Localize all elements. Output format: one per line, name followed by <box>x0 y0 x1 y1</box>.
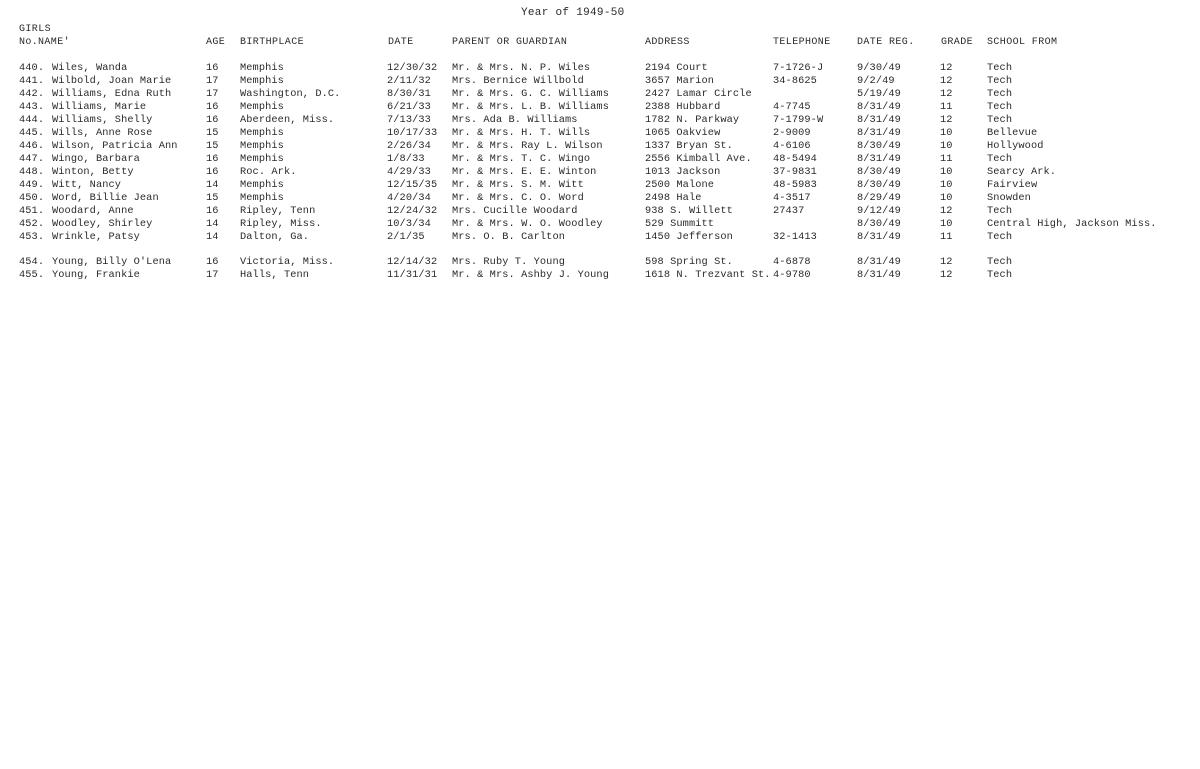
date-registered-cell: 8/29/49 <box>857 192 901 204</box>
table-row <box>0 114 1200 127</box>
table-row <box>0 101 1200 114</box>
address-cell: 598 Spring St. <box>645 256 733 268</box>
table-row <box>0 205 1200 218</box>
school-from-cell: Tech <box>987 153 1013 165</box>
row-number: 444. <box>19 114 45 126</box>
column-header-age: AGE <box>206 37 226 48</box>
school-from-cell: Tech <box>987 62 1013 74</box>
parent-guardian-cell: Mrs. Bernice Willbold <box>452 75 584 87</box>
school-from-cell: Hollywood <box>987 140 1044 152</box>
birth-date-cell: 4/29/33 <box>387 166 431 178</box>
age-cell: 16 <box>206 205 219 217</box>
row-number: 447. <box>19 153 45 165</box>
date-registered-cell: 8/31/49 <box>857 153 901 165</box>
age-cell: 14 <box>206 218 219 230</box>
age-cell: 15 <box>206 127 219 139</box>
parent-guardian-cell: Mrs. Ruby T. Young <box>452 256 566 268</box>
parent-guardian-cell: Mr. & Mrs. W. O. Woodley <box>452 218 603 230</box>
student-name: Williams, Marie <box>52 101 147 113</box>
section-label: GIRLS <box>19 24 52 35</box>
student-name: Wilbold, Joan Marie <box>52 75 172 87</box>
row-number: 440. <box>19 62 45 74</box>
address-cell: 1337 Bryan St. <box>645 140 733 152</box>
birth-date-cell: 2/26/34 <box>387 140 431 152</box>
grade-cell: 10 <box>940 166 953 178</box>
address-cell: 2388 Hubbard <box>645 101 721 113</box>
parent-guardian-cell: Mr. & Mrs. E. E. Winton <box>452 166 597 178</box>
school-from-cell: Tech <box>987 256 1013 268</box>
telephone-cell: 34-8625 <box>773 75 817 87</box>
table-row <box>0 179 1200 192</box>
table-row <box>0 127 1200 140</box>
column-header-telephone: TELEPHONE <box>773 37 831 48</box>
table-row <box>0 192 1200 205</box>
birth-date-cell: 7/13/33 <box>387 114 431 126</box>
date-registered-cell: 8/30/49 <box>857 218 901 230</box>
column-header-address: ADDRESS <box>645 37 690 48</box>
date-registered-cell: 9/2/49 <box>857 75 895 87</box>
age-cell: 17 <box>206 88 219 100</box>
school-from-cell: Searcy Ark. <box>987 166 1057 178</box>
grade-cell: 11 <box>940 101 953 113</box>
date-registered-cell: 8/31/49 <box>857 127 901 139</box>
row-number: 452. <box>19 218 45 230</box>
row-number: 453. <box>19 231 45 243</box>
birthplace-cell: Victoria, Miss. <box>240 256 335 268</box>
school-from-cell: Central High, Jackson Miss. <box>987 218 1157 230</box>
student-name: Wills, Anne Rose <box>52 127 153 139</box>
age-cell: 16 <box>206 114 219 126</box>
parent-guardian-cell: Mr. & Mrs. S. M. Witt <box>452 179 584 191</box>
column-header-date-reg: DATE REG. <box>857 37 915 48</box>
birth-date-cell: 12/15/35 <box>387 179 438 191</box>
address-cell: 1618 N. Trezvant St. <box>645 269 771 281</box>
telephone-cell: 4-7745 <box>773 101 811 113</box>
address-cell: 3657 Marion <box>645 75 715 87</box>
school-from-cell: Tech <box>987 101 1013 113</box>
grade-cell: 11 <box>940 153 953 165</box>
student-name: Winton, Betty <box>52 166 134 178</box>
birthplace-cell: Halls, Tenn <box>240 269 310 281</box>
school-from-cell: Tech <box>987 88 1013 100</box>
table-row <box>0 256 1200 269</box>
school-from-cell: Tech <box>987 205 1013 217</box>
grade-cell: 10 <box>940 192 953 204</box>
student-name: Williams, Shelly <box>52 114 153 126</box>
grade-cell: 12 <box>940 256 953 268</box>
birthplace-cell: Memphis <box>240 75 284 87</box>
row-number: 451. <box>19 205 45 217</box>
parent-guardian-cell: Mrs. Cucille Woodard <box>452 205 578 217</box>
grade-cell: 10 <box>940 218 953 230</box>
address-cell: 2498 Hale <box>645 192 702 204</box>
school-from-cell: Tech <box>987 269 1013 281</box>
date-registered-cell: 5/19/49 <box>857 88 901 100</box>
birth-date-cell: 8/30/31 <box>387 88 431 100</box>
row-number: 455. <box>19 269 45 281</box>
school-from-cell: Tech <box>987 114 1013 126</box>
column-header-name: NAME' <box>38 37 71 48</box>
birth-date-cell: 10/3/34 <box>387 218 431 230</box>
telephone-cell: 7-1726-J <box>773 62 824 74</box>
row-number: 442. <box>19 88 45 100</box>
grade-cell: 12 <box>940 88 953 100</box>
grade-cell: 11 <box>940 231 953 243</box>
age-cell: 15 <box>206 192 219 204</box>
table-row <box>0 218 1200 231</box>
table-row <box>0 88 1200 101</box>
student-name: Wiles, Wanda <box>52 62 128 74</box>
parent-guardian-cell: Mr. & Mrs. Ray L. Wilson <box>452 140 603 152</box>
table-row <box>0 75 1200 88</box>
student-name: Wilson, Patricia Ann <box>52 140 178 152</box>
parent-guardian-cell: Mr. & Mrs. H. T. Wills <box>452 127 591 139</box>
telephone-cell: 27437 <box>773 205 805 217</box>
address-cell: 938 S. Willett <box>645 205 733 217</box>
birthplace-cell: Roc. Ark. <box>240 166 297 178</box>
age-cell: 17 <box>206 269 219 281</box>
grade-cell: 12 <box>940 205 953 217</box>
parent-guardian-cell: Mr. & Mrs. G. C. Williams <box>452 88 609 100</box>
column-header-birthplace: BIRTHPLACE <box>240 37 305 48</box>
address-cell: 2500 Malone <box>645 179 715 191</box>
telephone-cell: 48-5983 <box>773 179 817 191</box>
telephone-cell: 37-9831 <box>773 166 817 178</box>
date-registered-cell: 8/31/49 <box>857 231 901 243</box>
grade-cell: 12 <box>940 269 953 281</box>
birthplace-cell: Memphis <box>240 127 284 139</box>
birthplace-cell: Dalton, Ga. <box>240 231 310 243</box>
table-row <box>0 166 1200 179</box>
parent-guardian-cell: Mrs. Ada B. Williams <box>452 114 578 126</box>
table-row <box>0 62 1200 75</box>
column-header-no: No. <box>19 37 39 48</box>
telephone-cell: 4-3517 <box>773 192 811 204</box>
parent-guardian-cell: Mrs. O. B. Carlton <box>452 231 566 243</box>
address-cell: 2194 Court <box>645 62 708 74</box>
birthplace-cell: Memphis <box>240 101 284 113</box>
telephone-cell: 4-6878 <box>773 256 811 268</box>
school-from-cell: Bellevue <box>987 127 1038 139</box>
grade-cell: 12 <box>940 114 953 126</box>
birthplace-cell: Ripley, Tenn <box>240 205 316 217</box>
age-cell: 14 <box>206 179 219 191</box>
row-number: 454. <box>19 256 45 268</box>
date-registered-cell: 8/31/49 <box>857 101 901 113</box>
document-year-title: Year of 1949-50 <box>521 7 625 19</box>
grade-cell: 10 <box>940 179 953 191</box>
student-name: Wingo, Barbara <box>52 153 140 165</box>
row-number: 446. <box>19 140 45 152</box>
birth-date-cell: 1/8/33 <box>387 153 425 165</box>
birthplace-cell: Memphis <box>240 140 284 152</box>
telephone-cell: 4-9780 <box>773 269 811 281</box>
birthplace-cell: Memphis <box>240 62 284 74</box>
grade-cell: 12 <box>940 62 953 74</box>
date-registered-cell: 9/12/49 <box>857 205 901 217</box>
telephone-cell: 48-5494 <box>773 153 817 165</box>
date-registered-cell: 8/31/49 <box>857 256 901 268</box>
address-cell: 1065 Oakview <box>645 127 721 139</box>
row-number: 441. <box>19 75 45 87</box>
telephone-cell: 4-6106 <box>773 140 811 152</box>
birth-date-cell: 12/30/32 <box>387 62 438 74</box>
birthplace-cell: Aberdeen, Miss. <box>240 114 335 126</box>
student-name: Young, Frankie <box>52 269 140 281</box>
date-registered-cell: 8/30/49 <box>857 166 901 178</box>
birth-date-cell: 12/14/32 <box>387 256 438 268</box>
age-cell: 16 <box>206 101 219 113</box>
birthplace-cell: Ripley, Miss. <box>240 218 322 230</box>
table-row <box>0 153 1200 166</box>
student-name: Woodard, Anne <box>52 205 134 217</box>
school-from-cell: Fairview <box>987 179 1038 191</box>
birthplace-cell: Washington, D.C. <box>240 88 341 100</box>
date-registered-cell: 9/30/49 <box>857 62 901 74</box>
age-cell: 14 <box>206 231 219 243</box>
birth-date-cell: 10/17/33 <box>387 127 438 139</box>
student-name: Wrinkle, Patsy <box>52 231 140 243</box>
birth-date-cell: 4/20/34 <box>387 192 431 204</box>
date-registered-cell: 8/30/49 <box>857 179 901 191</box>
parent-guardian-cell: Mr. & Mrs. L. B. Williams <box>452 101 609 113</box>
school-from-cell: Tech <box>987 231 1013 243</box>
parent-guardian-cell: Mr. & Mrs. N. P. Wiles <box>452 62 591 74</box>
table-row <box>0 269 1200 282</box>
table-row <box>0 140 1200 153</box>
student-name: Williams, Edna Ruth <box>52 88 172 100</box>
row-number: 450. <box>19 192 45 204</box>
parent-guardian-cell: Mr. & Mrs. Ashby J. Young <box>452 269 609 281</box>
student-name: Young, Billy O'Lena <box>52 256 172 268</box>
grade-cell: 10 <box>940 140 953 152</box>
age-cell: 16 <box>206 166 219 178</box>
address-cell: 2556 Kimball Ave. <box>645 153 752 165</box>
birthplace-cell: Memphis <box>240 179 284 191</box>
parent-guardian-cell: Mr. & Mrs. C. O. Word <box>452 192 584 204</box>
birth-date-cell: 6/21/33 <box>387 101 431 113</box>
student-name: Witt, Nancy <box>52 179 122 191</box>
date-registered-cell: 8/30/49 <box>857 140 901 152</box>
birth-date-cell: 12/24/32 <box>387 205 438 217</box>
column-header-parent: PARENT OR GUARDIAN <box>452 37 568 48</box>
grade-cell: 10 <box>940 127 953 139</box>
birthplace-cell: Memphis <box>240 153 284 165</box>
age-cell: 16 <box>206 153 219 165</box>
date-registered-cell: 8/31/49 <box>857 269 901 281</box>
student-name: Word, Billie Jean <box>52 192 159 204</box>
grade-cell: 12 <box>940 75 953 87</box>
birthplace-cell: Memphis <box>240 192 284 204</box>
column-header-date: DATE <box>388 37 414 48</box>
age-cell: 16 <box>206 62 219 74</box>
address-cell: 1782 N. Parkway <box>645 114 740 126</box>
address-cell: 529 Summitt <box>645 218 715 230</box>
age-cell: 17 <box>206 75 219 87</box>
telephone-cell: 7-1799-W <box>773 114 824 126</box>
parent-guardian-cell: Mr. & Mrs. T. C. Wingo <box>452 153 591 165</box>
table-row <box>0 231 1200 244</box>
column-header-school-from: SCHOOL FROM <box>987 37 1058 48</box>
row-number: 448. <box>19 166 45 178</box>
age-cell: 16 <box>206 256 219 268</box>
column-header-grade: GRADE <box>941 37 974 48</box>
telephone-cell: 2-9009 <box>773 127 811 139</box>
address-cell: 2427 Lamar Circle <box>645 88 752 100</box>
address-cell: 1013 Jackson <box>645 166 721 178</box>
column-header-row <box>0 36 1200 49</box>
telephone-cell: 32-1413 <box>773 231 817 243</box>
birth-date-cell: 2/1/35 <box>387 231 425 243</box>
row-number: 445. <box>19 127 45 139</box>
school-from-cell: Tech <box>987 75 1013 87</box>
row-number: 449. <box>19 179 45 191</box>
age-cell: 15 <box>206 140 219 152</box>
birth-date-cell: 11/31/31 <box>387 269 438 281</box>
student-name: Woodley, Shirley <box>52 218 153 230</box>
birth-date-cell: 2/11/32 <box>387 75 431 87</box>
row-number: 443. <box>19 101 45 113</box>
address-cell: 1450 Jefferson <box>645 231 733 243</box>
school-from-cell: Snowden <box>987 192 1031 204</box>
date-registered-cell: 8/31/49 <box>857 114 901 126</box>
